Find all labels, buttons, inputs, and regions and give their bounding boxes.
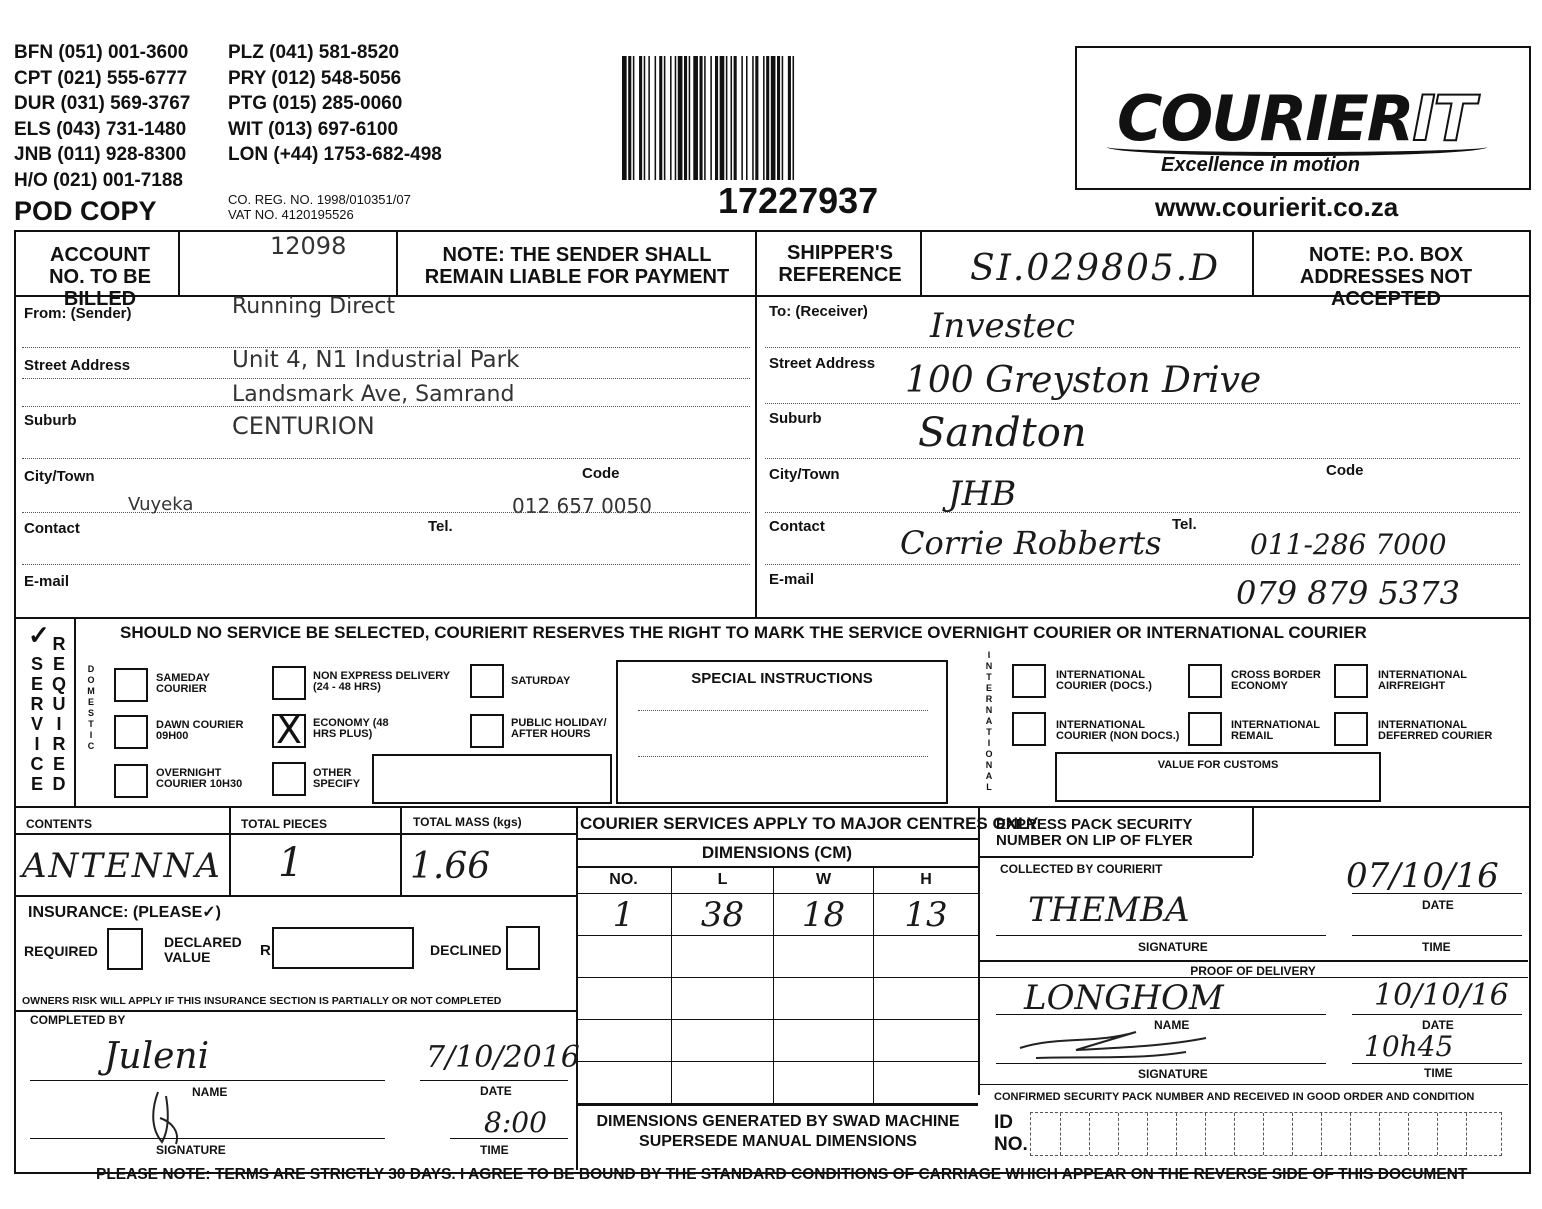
pod-time[interactable]: 10h45 — [1364, 1030, 1454, 1063]
insurance-required-label: REQUIRED — [24, 943, 98, 959]
required-vertical-label: R E Q U I R E D — [51, 634, 66, 794]
barcode-bar — [788, 56, 791, 180]
rule-confirmed-top — [978, 1084, 1528, 1085]
dimensions-header-cell: NO. — [576, 866, 672, 894]
barcode-bar — [731, 56, 733, 180]
completed-time-label: TIME — [480, 1143, 509, 1157]
sender-signature-icon — [140, 1088, 200, 1148]
dimensions-cell[interactable] — [576, 978, 672, 1020]
intl-docs-checkbox[interactable] — [1012, 664, 1046, 698]
receiver-contact-label: Contact — [769, 518, 825, 535]
intl-airfreight-checkbox[interactable] — [1334, 664, 1368, 698]
value-for-customs-label: VALUE FOR CUSTOMS — [1157, 759, 1279, 771]
special-instructions-label: SPECIAL INSTRUCTIONS — [691, 670, 873, 687]
dimensions-cell[interactable] — [774, 936, 874, 978]
logo-it-text: IT — [1412, 82, 1474, 155]
completed-signature-label: SIGNATURE — [156, 1143, 226, 1157]
logo-courier-text: COURIER — [1117, 82, 1413, 155]
economy-x-mark-icon: X — [276, 708, 303, 752]
barcode-bar — [684, 56, 687, 180]
dimensions-cell[interactable] — [576, 936, 672, 978]
receiver-line-3 — [765, 458, 1520, 459]
rule-contents-v1 — [229, 808, 231, 896]
sender-contact-label: Contact — [24, 520, 80, 537]
dimensions-cell[interactable] — [774, 1062, 874, 1104]
id-grid-divider — [1466, 1113, 1467, 1155]
collected-date[interactable]: 07/10/16 — [1346, 856, 1499, 896]
completed-sig-line — [30, 1138, 385, 1139]
pod-name[interactable]: LONGHOM — [1024, 978, 1224, 1018]
dimensions-cell[interactable] — [672, 1020, 774, 1062]
phone-plz: PLZ (041) 581-8520 — [228, 42, 400, 63]
receiver-tel-label: Tel. — [1172, 516, 1197, 533]
receiver-tel-value[interactable]: 011-286 7000 — [1250, 528, 1447, 561]
confirmed-note: CONFIRMED SECURITY PACK NUMBER AND RECEIVED IN GOOD ORDER AND CONDITION — [994, 1091, 1475, 1103]
id-grid-divider — [1263, 1113, 1264, 1155]
shipper-reference-value[interactable]: SI.029805.D — [970, 248, 1221, 289]
barcode-bar — [710, 56, 712, 180]
dimensions-cell[interactable]: 1 — [576, 894, 672, 936]
dimensions-cell[interactable] — [672, 1062, 774, 1104]
intl-deferred-label: INTERNATIONAL DEFERRED COURIER — [1378, 719, 1493, 742]
rule-v1 — [178, 230, 180, 296]
contents-label: CONTENTS — [26, 817, 92, 831]
special-line-2 — [638, 756, 928, 757]
rule-service-side — [74, 618, 76, 806]
intl-remail-label: INTERNATIONAL REMAIL — [1231, 719, 1320, 742]
barcode-bar — [752, 56, 754, 180]
economy-checkbox[interactable] — [272, 708, 306, 752]
completed-time[interactable]: 8:00 — [484, 1106, 547, 1139]
currency-r-label: R — [260, 942, 271, 959]
service-vertical-label: S E R V I C E — [30, 654, 44, 794]
sender-street-line1[interactable]: Unit 4, N1 Industrial Park — [232, 347, 520, 373]
company-registration — [228, 192, 411, 222]
sender-city-label: City/Town — [24, 468, 95, 485]
barcode-bar — [771, 56, 776, 180]
rule-pod-top — [978, 960, 1528, 962]
po-box-note: NOTE: P.O. BOX ADDRESSES NOT ACCEPTED — [1299, 244, 1473, 310]
id-grid-divider — [1292, 1113, 1293, 1155]
receiver-suburb-label: Suburb — [769, 410, 822, 427]
pod-signature-icon — [1016, 1026, 1216, 1066]
phone-list-left — [14, 40, 214, 193]
dimensions-cell[interactable]: 18 — [774, 894, 874, 936]
barcode-bar — [782, 56, 784, 180]
dimensions-cell[interactable] — [672, 978, 774, 1020]
barcode-bar — [622, 56, 627, 180]
no-label: NO. — [994, 1134, 1028, 1155]
total-pieces-value[interactable]: 1 — [278, 840, 304, 886]
proof-of-delivery-label: PROOF OF DELIVERY — [1190, 964, 1316, 978]
sender-line-5 — [22, 512, 750, 513]
sender-tel-value[interactable]: 012 657 0050 — [512, 494, 652, 518]
phone-cpt: CPT (021) 555-6777 — [14, 67, 188, 89]
collected-sig-line — [996, 935, 1326, 936]
sender-line-4 — [22, 458, 750, 459]
completed-by-label: COMPLETED BY — [30, 1013, 126, 1027]
phone-pry: PRY (012) 548-5056 — [228, 67, 402, 89]
id-grid-divider — [1379, 1113, 1380, 1155]
rule-v4 — [920, 230, 922, 296]
dimensions-cell[interactable] — [672, 936, 774, 978]
express-pack-label: EXPRESS PACK SECURITY NUMBER ON LIP OF FLYER — [996, 816, 1193, 849]
barcode-bar — [639, 56, 642, 180]
dimensions-cell[interactable] — [576, 1020, 672, 1062]
phone-wit: WIT (013) 697-6100 — [228, 118, 399, 140]
rule-express-v — [1252, 808, 1254, 856]
rule-v2 — [396, 230, 398, 296]
declared-value-field[interactable] — [272, 927, 414, 969]
co-reg-number: CO. REG. NO. 1998/010351/07 — [228, 192, 411, 207]
cross-border-checkbox[interactable] — [1188, 664, 1222, 698]
account-number: 12098 — [270, 232, 347, 260]
sender-code-label: Code — [582, 465, 620, 482]
barcode-bar — [675, 56, 677, 180]
phone-list-right — [228, 40, 468, 168]
dimensions-cell[interactable] — [576, 1062, 672, 1104]
other-specify-field[interactable] — [372, 754, 612, 804]
collected-time-line — [1352, 935, 1522, 936]
barcode-bar — [763, 56, 765, 180]
id-grid-divider — [1437, 1113, 1438, 1155]
barcode-bar — [633, 56, 635, 180]
barcode-bar — [693, 56, 698, 180]
rule-contents-head — [14, 833, 576, 835]
id-grid-divider — [1234, 1113, 1235, 1155]
sender-payment-note: NOTE: THE SENDER SHALL REMAIN LIABLE FOR PAYMENT — [424, 244, 730, 288]
major-centres-note: COURIER SERVICES APPLY TO MAJOR CENTRES ONLY — [580, 814, 1039, 833]
rule-dim-bottom — [576, 1104, 978, 1106]
dimensions-cell[interactable] — [874, 1020, 978, 1062]
id-grid-divider — [1060, 1113, 1061, 1155]
sender-tel-label: Tel. — [428, 518, 453, 535]
barcode-bar — [689, 56, 691, 180]
barcode — [622, 56, 904, 180]
sender-contact-value[interactable]: Vuyeka — [128, 494, 194, 515]
phone-dur: DUR (031) 569-3767 — [14, 93, 191, 114]
economy-label: ECONOMY (48 HRS PLUS) — [313, 717, 389, 740]
receiver-line-4 — [765, 512, 1520, 513]
tagline: Excellence in motion — [1161, 154, 1360, 176]
phone-ho: H/O (021) 001-7188 — [14, 169, 183, 191]
dimensions-cell[interactable] — [874, 936, 978, 978]
intl-non-docs-label: INTERNATIONAL COURIER (NON DOCS.) — [1056, 719, 1180, 742]
vat-number: VAT NO. 4120195526 — [228, 207, 354, 222]
id-grid-divider — [1147, 1113, 1148, 1155]
collected-date-line — [1352, 893, 1522, 894]
receiver-email-value[interactable]: 079 879 5373 — [1236, 574, 1460, 612]
terms-note: PLEASE NOTE: TERMS ARE STRICTLY 30 DAYS. I AGREE TO BE BOUND BY THE STANDARD CONDITIONS OF CARRIAGE WHICH APPEAR ON THE REVERSE SIDE OF THIS DOCUMENT — [96, 1166, 1468, 1183]
dawn-label: DAWN COURIER 09H00 — [156, 719, 244, 742]
public-holiday-label: PUBLIC HOLIDAY/ AFTER HOURS — [511, 717, 607, 740]
receiver-line-1 — [765, 347, 1520, 348]
receiver-city-label: City/Town — [769, 466, 840, 483]
pod-date-label: DATE — [1422, 1018, 1454, 1032]
non-express-label: NON EXPRESS DELIVERY (24 - 48 HRS) — [313, 670, 450, 693]
sameday-label: SAMEDAY COURIER — [156, 672, 210, 695]
shipper-reference-label: SHIPPER'S REFERENCE — [778, 242, 902, 286]
id-grid-divider — [1321, 1113, 1322, 1155]
service-banner: SHOULD NO SERVICE BE SELECTED, COURIERIT RESERVES THE RIGHT TO MARK THE SERVICE OVERNIGHT COURIER OR INTERNATIONAL COURIER — [120, 623, 1367, 642]
dawn-checkbox[interactable] — [114, 715, 148, 749]
overnight-checkbox[interactable] — [114, 764, 148, 798]
intl-docs-label: INTERNATIONAL COURIER (DOCS.) — [1056, 669, 1152, 692]
receiver-contact-value[interactable]: Corrie Robberts — [900, 524, 1162, 562]
rule-express-bottom — [978, 856, 1253, 858]
completed-name-line — [30, 1080, 385, 1081]
total-mass-label: TOTAL MASS (kgs) — [413, 815, 522, 829]
pod-date[interactable]: 10/10/16 — [1374, 978, 1509, 1013]
rule-lower-v2 — [978, 807, 980, 1095]
rule-dim-1 — [576, 838, 978, 840]
completed-date-line — [420, 1080, 568, 1081]
receiver-street-label: Street Address — [769, 355, 876, 372]
barcode-bar — [777, 56, 780, 180]
dimensions-header-cell: W — [774, 866, 874, 894]
receiver-line-2 — [765, 403, 1520, 404]
rule-completed-top — [14, 1010, 576, 1012]
id-grid-divider — [1408, 1113, 1409, 1155]
barcode-bar — [726, 56, 728, 180]
barcode-bar — [746, 56, 748, 180]
id-grid-divider — [1205, 1113, 1206, 1155]
receiver-email-label: E-mail — [769, 571, 815, 588]
barcode-bar — [644, 56, 646, 180]
saturday-checkbox[interactable] — [470, 664, 504, 698]
special-line-1 — [638, 710, 928, 711]
completed-name-label: NAME — [192, 1085, 228, 1099]
international-vertical-label: I N T E R N A T I O N A L — [985, 650, 993, 792]
pod-date-line — [1352, 1014, 1522, 1015]
non-express-checkbox[interactable] — [272, 666, 306, 700]
insurance-label: INSURANCE: (PLEASE✓) — [28, 904, 221, 921]
barcode-bar — [741, 56, 743, 180]
pod-sig-line — [996, 1063, 1326, 1064]
receiver-line-5 — [765, 564, 1520, 565]
intl-non-docs-checkbox[interactable] — [1012, 712, 1046, 746]
rule-center — [755, 230, 757, 618]
declared-value-label: DECLARED VALUE — [164, 934, 242, 965]
cross-border-label: CROSS BORDER ECONOMY — [1231, 669, 1321, 692]
completed-time-line — [450, 1138, 568, 1139]
completed-date[interactable]: 7/10/2016 — [426, 1040, 580, 1075]
collected-date-label: DATE — [1422, 898, 1454, 912]
saturday-label: SATURDAY — [511, 675, 571, 687]
declined-checkbox[interactable] — [506, 926, 540, 970]
logo-box — [1075, 46, 1531, 190]
intl-airfreight-label: INTERNATIONAL AIRFREIGHT — [1378, 669, 1467, 692]
dimensions-table — [576, 866, 978, 1104]
receiver-to-label: To: (Receiver) — [769, 303, 868, 320]
domestic-vertical-label: D O M E S T I C — [87, 664, 95, 751]
rule-contents-v2 — [400, 808, 402, 896]
barcode-bar — [678, 56, 683, 180]
contents-value[interactable]: ANTENNA — [22, 846, 222, 886]
dimensions-cell[interactable] — [874, 1062, 978, 1104]
collected-by-label: COLLECTED BY COURIERIT — [1000, 862, 1163, 876]
special-instructions-box[interactable] — [616, 660, 948, 804]
completed-date-label: DATE — [480, 1084, 512, 1098]
phone-els: ELS (043) 731-1480 — [14, 118, 187, 140]
receiver-to-value[interactable]: Investec — [930, 306, 1075, 346]
sender-suburb-value[interactable]: CENTURION — [232, 412, 375, 440]
rule-service-bottom — [14, 806, 1529, 808]
id-grid-divider — [1089, 1113, 1090, 1155]
dimensions-header-cell: H — [874, 866, 978, 894]
barcode-bar — [755, 56, 758, 180]
owners-risk-note: OWNERS RISK WILL APPLY IF THIS INSURANCE SECTION IS PARTIALLY OR NOT COMPLETED — [22, 995, 502, 1007]
other-checkbox[interactable] — [272, 762, 306, 796]
barcode-bar — [670, 56, 672, 180]
barcode-bar — [659, 56, 662, 180]
barcode-bar — [720, 56, 725, 180]
value-for-customs-field[interactable] — [1055, 752, 1381, 802]
barcode-bar — [766, 56, 769, 180]
sameday-checkbox[interactable] — [114, 668, 148, 702]
phone-ptg: PTG (015) 285-0060 — [228, 93, 403, 114]
phone-lon: LON (+44) 1753-682-498 — [228, 144, 442, 165]
sender-email-label: E-mail — [24, 573, 70, 590]
swad-note: DIMENSIONS GENERATED BY SWAD MACHINE SUPERSEDE MANUAL DIMENSIONS — [596, 1113, 960, 1150]
sender-line-2 — [22, 378, 750, 379]
rule-v5 — [1252, 230, 1254, 296]
pod-time-line — [1352, 1063, 1522, 1064]
completed-by-name[interactable]: Juleni — [104, 1036, 210, 1077]
barcode-bar — [793, 56, 795, 180]
insurance-required-checkbox[interactable] — [107, 928, 143, 970]
receiver-suburb-value[interactable]: Sandton — [918, 410, 1087, 456]
pod-signature-label: SIGNATURE — [1138, 1067, 1208, 1081]
phone-jnb: JNB (011) 928-8300 — [14, 144, 187, 165]
barcode-bar — [700, 56, 703, 180]
dimensions-title: DIMENSIONS (CM) — [701, 843, 853, 862]
barcode-bar — [664, 56, 666, 180]
dimensions-cell[interactable] — [874, 978, 978, 1020]
overnight-label: OVERNIGHT COURIER 10H30 — [156, 767, 243, 790]
waybill-number: 17227937 — [718, 180, 879, 221]
sender-line-3 — [22, 406, 750, 407]
dimensions-cell[interactable] — [774, 978, 874, 1020]
sender-from-label: From: (Sender) — [24, 305, 132, 322]
pod-name-label: NAME — [1154, 1018, 1190, 1032]
dimensions-cell[interactable]: 38 — [672, 894, 774, 936]
other-label: OTHER SPECIFY — [313, 767, 361, 790]
receiver-street-value[interactable]: 100 Greyston Drive — [905, 360, 1262, 401]
intl-remail-checkbox[interactable] — [1188, 712, 1222, 746]
declined-label: DECLINED — [430, 942, 502, 958]
id-grid-divider — [1118, 1113, 1119, 1155]
barcode-bar — [734, 56, 737, 180]
dimensions-header-cell: L — [672, 866, 774, 894]
collected-time-label: TIME — [1422, 940, 1451, 954]
collected-by-name[interactable]: THEMBA — [1028, 890, 1190, 930]
pod-time-label: TIME — [1424, 1066, 1453, 1080]
pod-name-line — [996, 1014, 1326, 1015]
id-number-grid[interactable] — [1030, 1112, 1502, 1156]
id-grid-divider — [1176, 1113, 1177, 1155]
barcode-bar — [704, 56, 706, 180]
sender-line-6 — [22, 564, 750, 565]
dimensions-cell[interactable] — [774, 1020, 874, 1062]
sender-street-line2[interactable]: Landsmark Ave, Samrand — [232, 382, 515, 407]
barcode-bar — [715, 56, 718, 180]
collected-signature-label: SIGNATURE — [1138, 940, 1208, 954]
website: www.courierit.co.za — [1155, 192, 1399, 222]
public-holiday-checkbox[interactable] — [470, 714, 504, 748]
receiver-code-label: Code — [1326, 462, 1364, 479]
barcode-bar — [648, 56, 650, 180]
sender-street-label: Street Address — [24, 357, 131, 374]
id-label: ID — [994, 1112, 1013, 1133]
sender-from-value[interactable]: Running Direct — [232, 294, 396, 319]
sender-suburb-label: Suburb — [24, 412, 77, 429]
total-mass-value[interactable]: 1.66 — [410, 846, 491, 887]
id-grid-divider — [1350, 1113, 1351, 1155]
account-label: ACCOUNT NO. TO BE BILLED — [49, 244, 151, 310]
service-check-icon: ✓ — [28, 620, 50, 650]
phone-bfn: BFN (051) 001-3600 — [14, 42, 189, 63]
total-pieces-label: TOTAL PIECES — [241, 817, 328, 831]
intl-deferred-checkbox[interactable] — [1334, 712, 1368, 746]
receiver-city-value[interactable]: JHB — [948, 474, 1017, 514]
rule-contents-bottom — [14, 895, 576, 897]
pod-copy-label: POD COPY — [14, 196, 157, 226]
barcode-bar — [628, 56, 631, 180]
rule-service-top — [14, 617, 1529, 619]
barcode-bar — [655, 56, 657, 180]
dimensions-cell[interactable]: 13 — [874, 894, 978, 936]
